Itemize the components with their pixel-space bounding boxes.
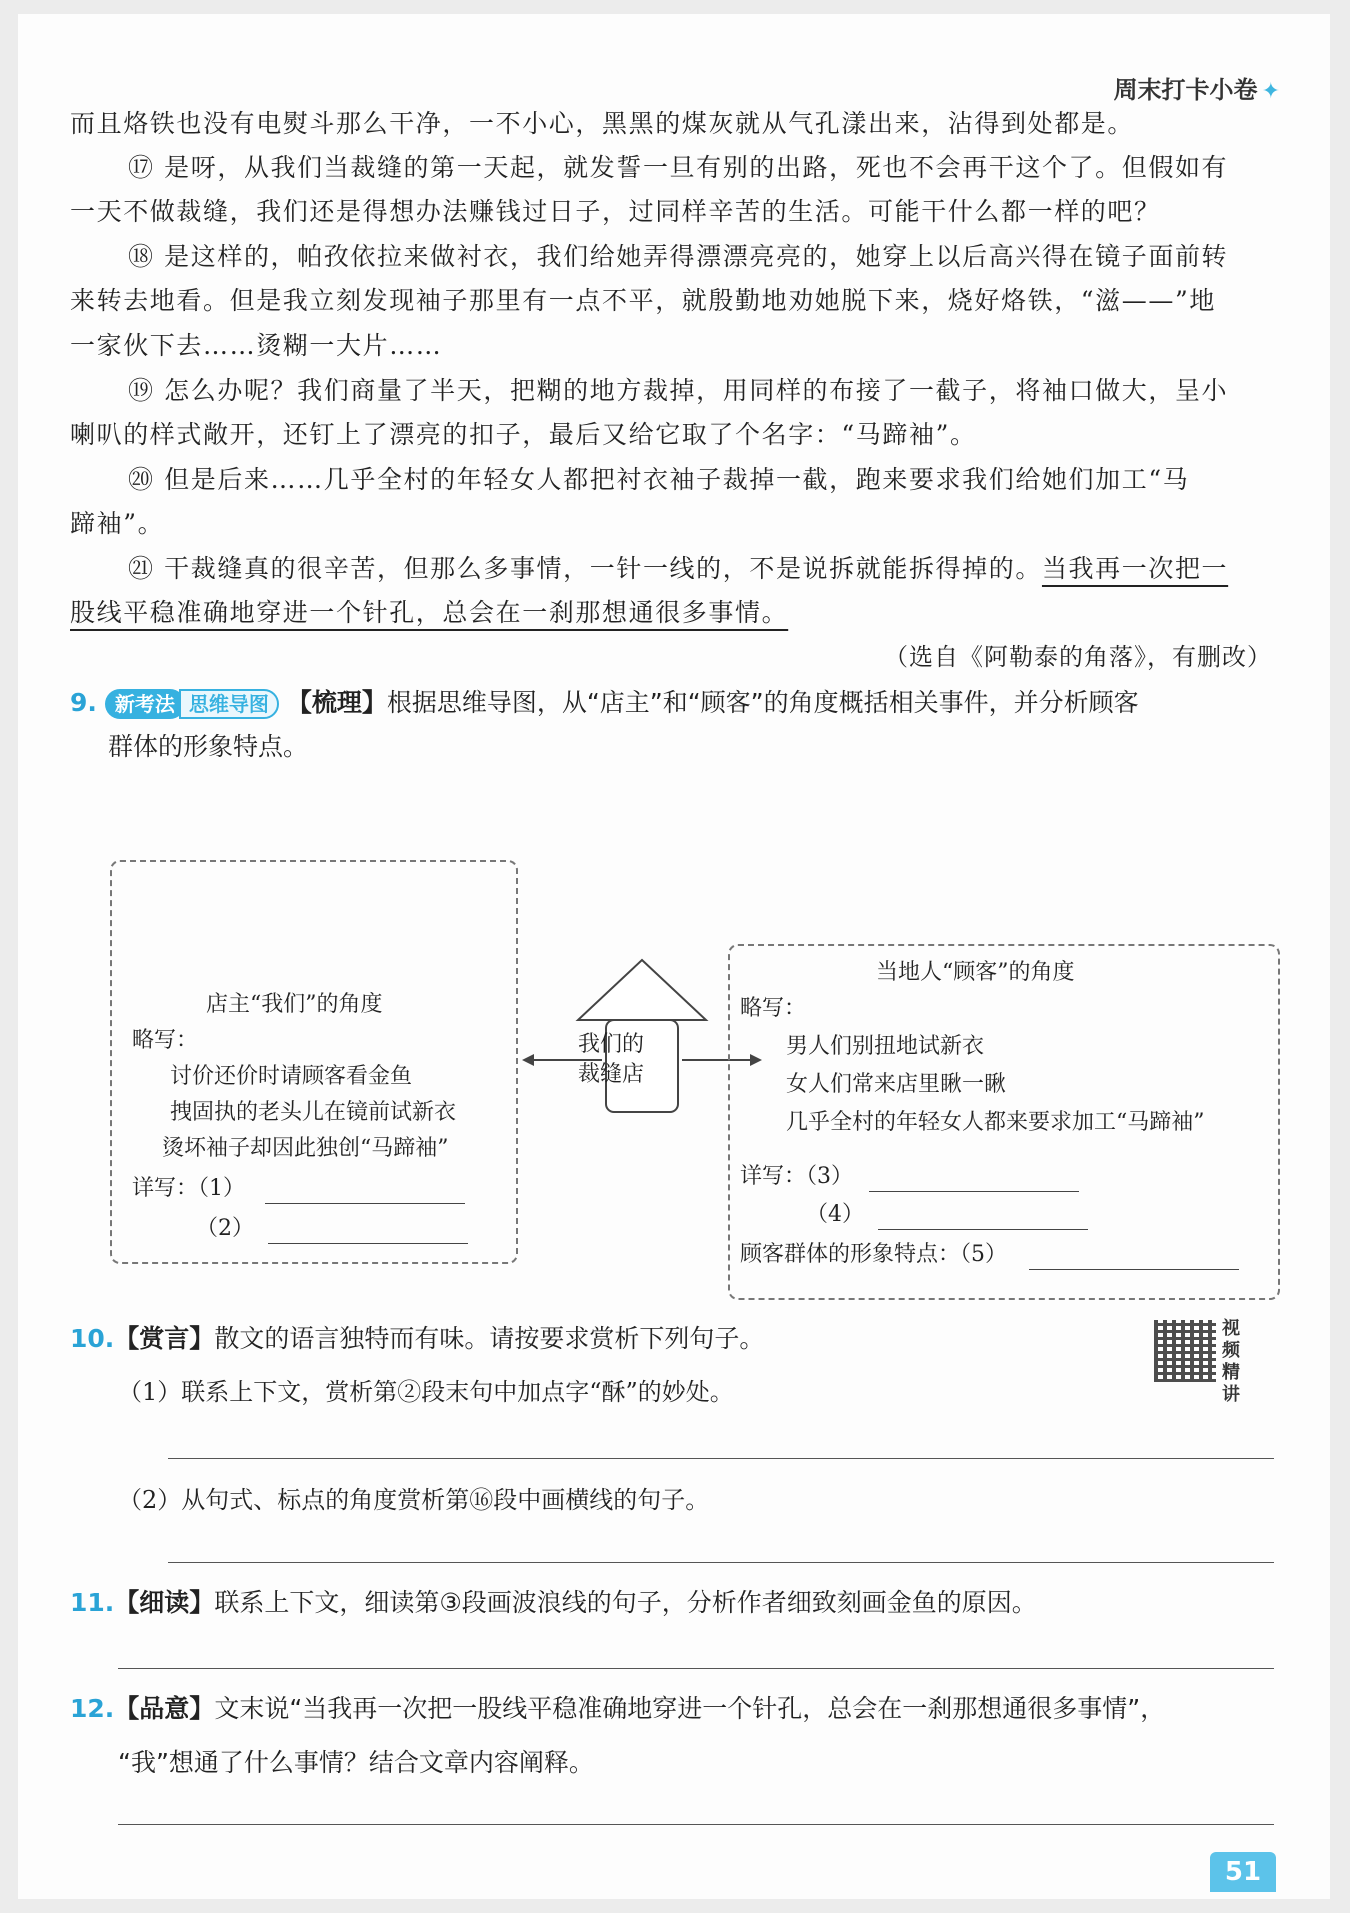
left-item: 烫坏袖子却因此独创“马蹄袖” xyxy=(162,1136,449,1161)
left-item: 拽固执的老头儿在镜前试新衣 xyxy=(170,1100,457,1125)
qr-code[interactable] xyxy=(1154,1320,1216,1382)
answer-line-11[interactable] xyxy=(118,1666,1274,1669)
right-item: 几乎全村的年轻女人都来要求加工“马蹄袖” xyxy=(786,1110,1205,1135)
answer-line-10-2[interactable] xyxy=(168,1560,1274,1563)
passage-line: 一家伙下去……烫糊一大片…… xyxy=(70,331,443,360)
left-box-title: 店主“我们”的角度 xyxy=(206,992,383,1017)
question-10 xyxy=(70,1322,764,1356)
right-brief-label: 略写： xyxy=(740,996,807,1021)
question-11 xyxy=(70,1586,1037,1620)
answer-line-10-1[interactable] xyxy=(168,1456,1274,1459)
left-detail-label: 详写：（1） xyxy=(132,1176,245,1201)
question-text: 文末说“当我再一次把一股线平稳准确地穿进一个针孔，总会在一刹那想通很多事情”， xyxy=(214,1694,1166,1723)
p21-text: ㉑ 干裁缝真的很辛苦，但那么多事情，一针一线的，不是说拆就能拆得掉的。 xyxy=(128,554,1042,583)
question-number: 11. xyxy=(70,1588,115,1617)
question-number: 9. xyxy=(70,688,97,717)
customer-traits xyxy=(740,1240,1239,1270)
passage-line: ⑲ 怎么办呢？我们商量了半天，把糊的地方裁掉，用同样的布接了一截子，将袖口做大，呈小 xyxy=(128,376,1229,405)
question-tag: 【赏言】 xyxy=(114,1324,215,1353)
traits-label: 顾客群体的形象特点：（5） xyxy=(740,1242,1007,1267)
answer-blank-1[interactable] xyxy=(265,1203,465,1204)
passage-line: ⑱ 是这样的，帕孜依拉来做衬衣，我们给她弄得漂漂亮亮的，她穿上以后高兴得在镜子面前转 xyxy=(128,242,1229,271)
left-detail-1 xyxy=(132,1174,465,1204)
passage-line: ⑰ 是呀，从我们当裁缝的第一天起，就发誓一旦有别的出路，死也不会再干这个了。但假如有 xyxy=(128,153,1229,182)
passage-line: 来转去地看。但是我立刻发现袖子那里有一点不平，就殷勤地劝她脱下来，烧好烙铁，“滋——”地 xyxy=(70,286,1216,315)
left-detail2-label: （2） xyxy=(196,1216,254,1241)
p21-underlined-1: 当我再一次把一 xyxy=(1041,554,1229,583)
answer-blank-5[interactable] xyxy=(1029,1269,1239,1270)
page-number: 51 xyxy=(1210,1852,1276,1892)
answer-blank-4[interactable] xyxy=(878,1229,1088,1230)
left-brief-label: 略写： xyxy=(132,1028,199,1053)
right-detail-3 xyxy=(740,1162,1079,1192)
question-text: 联系上下文，细读第③段画波浪线的句子，分析作者细致刻画金鱼的原因。 xyxy=(214,1588,1037,1617)
passage-line xyxy=(70,597,1280,629)
question-9 xyxy=(70,686,1139,720)
passage-line: ⑳ 但是后来……几乎全村的年轻女人都把衬衣袖子裁掉一截，跑来要求我们给她们加工“马 xyxy=(128,465,1190,494)
right-item: 男人们别扭地试新衣 xyxy=(786,1034,985,1059)
passage-line: 一天不做裁缝，我们还是得想办法赚钱过日子，过同样辛苦的生活。可能干什么都一样的吧？ xyxy=(70,197,1161,226)
question-text: 散文的语言独特而有味。请按要求赏析下列句子。 xyxy=(214,1324,765,1353)
center-label-1: 我们的 xyxy=(578,1032,645,1057)
right-box-title: 当地人“顾客”的角度 xyxy=(876,960,1075,985)
question-text-cont: 群体的形象特点。 xyxy=(108,732,309,761)
badge-new-method: 新考法 xyxy=(105,689,185,719)
question-10-sub2: （2）从句式、标点的角度赏析第⑯段中画横线的句子。 xyxy=(118,1486,710,1514)
left-item: 讨价还价时请顾客看金鱼 xyxy=(170,1064,413,1089)
question-tag: 【品意】 xyxy=(114,1694,215,1723)
header-title-text: 周末打卡小卷 xyxy=(1113,76,1258,104)
arrow-left-head xyxy=(522,1054,534,1066)
question-text: 根据思维导图，从“店主”和“顾客”的角度概括相关事件，并分析顾客 xyxy=(386,688,1139,717)
left-detail-2 xyxy=(196,1214,468,1244)
passage-line: 而且烙铁也没有电熨斗那么干净，一不小心，黑黑的煤灰就从气孔漾出来，沾得到处都是。 xyxy=(70,109,1135,138)
p21-underlined-2: 股线平稳准确地穿进一个针孔，总会在一刹那想通很多事情。 xyxy=(70,598,789,627)
question-10-sub1: （1）联系上下文，赏析第②段末句中加点字“酥”的妙处。 xyxy=(118,1378,734,1406)
badge-mindmap: 思维导图 xyxy=(179,689,279,719)
question-number: 10. xyxy=(70,1324,115,1353)
sparkle-icon: ✦ xyxy=(1261,79,1280,104)
qr-label: 视频精讲 xyxy=(1222,1318,1240,1405)
question-tag: 【细读】 xyxy=(114,1588,215,1617)
passage-line: 喇叭的样式敞开，还钉上了漂亮的扣子，最后又给它取了个名字：“马蹄袖”。 xyxy=(70,420,977,449)
question-12 xyxy=(70,1692,1165,1726)
right-detail-label: 详写：（3） xyxy=(740,1164,853,1189)
right-detail4-label: （4） xyxy=(806,1202,864,1227)
right-detail-4 xyxy=(806,1200,1088,1230)
question-12-cont: “我”想通了什么事情？结合文章内容阐释。 xyxy=(118,1748,594,1777)
question-tag: 【梳理】 xyxy=(286,688,387,717)
house-roof xyxy=(578,960,706,1020)
passage-line: 蹄袖”。 xyxy=(70,509,165,538)
question-number: 12. xyxy=(70,1694,115,1723)
header-title xyxy=(1114,70,1280,105)
passage-paragraph-21 xyxy=(128,553,1280,585)
right-item: 女人们常来店里瞅一瞅 xyxy=(786,1072,1007,1097)
center-label-2: 裁缝店 xyxy=(578,1062,645,1087)
answer-blank-3[interactable] xyxy=(869,1191,1079,1192)
answer-line-12[interactable] xyxy=(118,1822,1274,1825)
answer-blank-2[interactable] xyxy=(268,1243,468,1244)
passage-source: （选自《阿勒泰的角落》，有删改） xyxy=(884,643,1272,671)
